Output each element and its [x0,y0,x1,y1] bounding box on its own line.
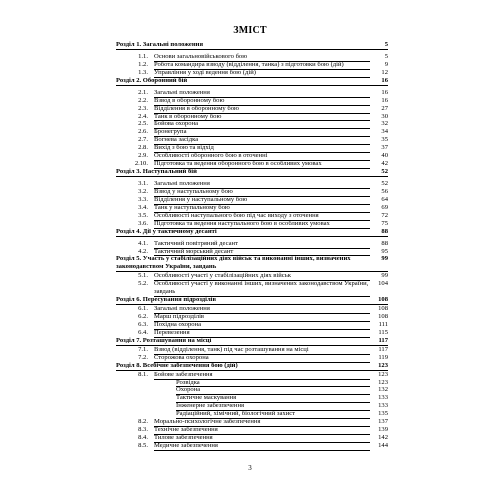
toc-entry [116,97,388,105]
toc-entry-title: Розділ 1. Загальні положення [116,41,204,48]
toc-entry-page: 144 [378,442,388,450]
toc-entry-title: Розділ 3. Наступальний бій [116,168,197,176]
toc-entry-number: 2.10. [134,160,148,168]
toc-entry-number: 8.5. [138,442,148,450]
toc-entry [116,379,388,387]
toc-entry-number: 2.8. [138,144,148,152]
toc-entry-number: 2.5. [138,120,148,128]
toc-entry-page: 34 [381,128,388,136]
toc-entry [116,442,388,450]
toc-entry [116,354,388,362]
toc-entry-number: 8.1. [138,370,148,378]
toc-entry-number: 8.3. [138,426,148,434]
toc-entry-number: 2.1. [138,88,148,96]
toc-entry [116,386,388,394]
toc-entry-page: 132 [378,386,388,394]
toc-entry-title: Охорона [176,386,370,395]
toc-entry-page: 88 [381,227,388,235]
toc-entry-page: 5 [384,41,388,48]
toc-entry-number: 2.3. [138,104,148,112]
toc-section-entry [116,296,388,305]
toc-entry-number: 1.1. [138,52,148,60]
toc-entry-title: Бойова охорона [154,120,370,129]
toc-entry-number: 3.2. [138,187,148,195]
toc-entry-title: Відділення у наступальному бою [154,196,370,205]
toc-entry-page: 95 [381,247,388,255]
toc-entry-page: 30 [381,112,388,120]
toc-entry-page: 139 [378,426,388,434]
toc-entry-title: Робота командира взводу (відділення, танка) з підготовки бою (дій) [154,61,370,70]
toc-entry-title: Бойове забезпечення [154,371,370,380]
toc-entry-page: 108 [378,313,388,321]
toc-entry [116,69,388,77]
toc-entry-page: 117 [378,336,388,344]
toc-entry-title: Технічне забезпечення [154,426,370,435]
toc-entry-page: 16 [381,88,388,96]
toc-entry-title: Розділ 2. Оборонний бій [116,76,188,84]
toc-entry-page: 40 [381,152,388,160]
toc-entry [116,105,388,113]
toc-entry [116,152,388,160]
toc-entry-page: 35 [381,136,388,144]
toc-entry-title: Розділ 4. Дії у тактичному десанті [116,227,217,235]
toc-entry [116,402,388,410]
page-title: ЗМІСТ [233,25,267,36]
toc-section-entry [116,228,388,237]
toc-entry-page: 16 [381,76,388,84]
toc-entry-number: 2.6. [138,128,148,136]
toc-entry [116,329,388,337]
toc-entry-title: Морально-психологічне забезпечення [154,418,370,427]
toc-entry-page: 27 [381,104,388,112]
toc-entry-title: Основи загальновійськового бою [154,53,370,62]
toc-entry-number: 6.2. [138,313,148,321]
toc-entry-title: Особливості участі у виконанні інших, визначених законодавством України, завдань [154,280,369,296]
toc-entry-page: 119 [378,353,388,361]
toc-entry [116,160,388,168]
toc-entry-page: 99 [381,272,388,280]
toc-entry-page: 75 [381,219,388,227]
toc-entry [116,136,388,144]
toc-section-entry [116,255,388,272]
toc-entry-number: 6.1. [138,305,148,313]
toc-entry-page: 56 [381,187,388,195]
toc-section-entry [116,41,388,50]
toc-entry-title: Радіаційний, хімічний, біологічний захист [176,410,370,419]
page-number: 3 [248,464,252,472]
toc-entry-page: 32 [381,120,388,128]
toc-entry-page: 133 [378,394,388,402]
toc-entry-page: 135 [378,410,388,418]
toc-entry-page: 108 [378,296,388,304]
toc-entry [116,113,388,121]
toc-entry-title: Розділ 8. Всебічне забезпечення бою (дій) [116,361,238,369]
toc-entry [116,426,388,434]
toc-entry-number: 1.3. [138,68,148,76]
toc-entry [116,305,388,313]
toc-entry-title: Похідна охорона [154,321,370,330]
toc-entry-page: 69 [381,203,388,211]
toc-entry [116,120,388,128]
toc-entry-title: Вихід з бою та відхід [154,144,370,153]
toc-section-entry [116,337,388,346]
toc-entry [116,346,388,354]
toc-entry [116,204,388,212]
toc-entry-title: Танк в оборонному бою [154,113,370,122]
toc-entry-title: Медичне забезпечення [154,442,370,451]
toc-entry-title: Тактичний повітряний десант [154,240,370,249]
toc-entry-number: 8.4. [138,434,148,442]
toc-entry-page: 12 [381,68,388,76]
toc-entry-title: Особливості оборонного бою в оточенні [154,152,370,161]
toc-entry-title: Тактичний морський десант [154,248,370,257]
toc-entry-title: Перевезення [154,329,370,338]
toc-entry-title: Взвод в оборонному бою [154,97,370,106]
toc-entry-page: 52 [381,168,388,176]
toc-entry-page: 123 [378,370,388,378]
toc-entry-number: 4.2. [138,247,148,255]
toc-entry-number: 8.2. [138,418,148,426]
toc-entry-number: 2.9. [138,152,148,160]
toc-entry [116,371,388,379]
toc-entry-page: 99 [381,255,388,263]
toc-entry [116,128,388,136]
toc-entry [116,144,388,152]
toc-entry-number: 6.3. [138,320,148,328]
toc-entry-title: Загальні положення [154,180,370,189]
toc-entry [116,212,388,220]
toc-entry [116,410,388,418]
toc-entry [116,418,388,426]
toc-entry-title: Інженерне забезпечення [176,402,370,411]
toc-entry-page: 88 [381,239,388,247]
toc-entry-number: 6.4. [138,328,148,336]
toc-entry-title: Підготовка та ведення оборонного бою в особливих умовах [154,160,370,169]
toc-entry [116,220,388,228]
toc-entry [116,394,388,402]
toc-entry [116,61,388,69]
toc-entry [116,240,388,248]
toc-entry-page: 108 [378,305,388,313]
toc-entry-title: Тактичне маскування [176,394,370,403]
toc-entry-page: 123 [378,361,388,369]
toc-entry-title: Сторожова охорона [154,354,370,363]
toc-entry-number: 1.2. [138,60,148,68]
toc-entry-page: 72 [381,211,388,219]
toc-entry [116,321,388,329]
toc-entry-page: 52 [381,180,388,187]
toc-entry-page: 142 [378,434,388,442]
toc-entry-number: 5.1. [138,272,148,280]
toc-entry-number: 3.5. [138,211,148,219]
toc-entry-number: 3.6. [138,219,148,227]
toc-entry-title: Розділ 5. Участь у стабілізаційних діях військ та виконанні інших, визначених законодавством України, завдань [116,255,351,271]
toc-entry-number: 4.1. [138,239,148,247]
toc-entry-title: Особливості участі у стабілізаційних діях військ [154,272,370,281]
toc-entry-title: Марш підрозділів [154,313,370,322]
toc-entry-page: 37 [381,144,388,152]
toc-entry-title: Розділ 7. Розташування на місці [116,336,212,344]
toc-entry [116,89,388,97]
toc-entry-title: Взвод (відділення, танк) під час розташування на місці [154,346,370,355]
toc-entry-page: 137 [378,418,388,426]
toc-entry-title: Вогнева засідка [154,136,370,145]
toc-entry-number: 5.2. [138,280,148,288]
toc-entry-title: Підготовка та ведення наступального бою в особливих умовах [154,220,370,229]
toc-entry-title: Особливості наступального бою під час виходу з оточення [154,212,370,221]
toc-entry [116,272,388,280]
toc-entry-title: Тилове забезпечення [154,434,370,443]
toc-entry [116,248,388,256]
toc-entry-number: 2.7. [138,136,148,144]
toc-section-entry [116,362,388,371]
toc-entry [116,53,388,61]
toc-entry-page: 123 [378,378,388,386]
toc-entry [116,280,388,296]
toc-entry-page: 5 [384,52,388,60]
toc-entry [116,434,388,442]
toc-entry-page: 9 [384,60,388,68]
toc-entry-title: Бронегрупа [154,128,370,137]
toc-entry-number: 2.2. [138,96,148,104]
toc-entry [116,196,388,204]
toc-entry-page: 117 [378,345,388,353]
toc-entry-number: 7.1. [138,345,148,353]
toc-entry [116,180,388,188]
toc-entry-page: 111 [378,320,388,328]
toc-entry-number: 3.4. [138,203,148,211]
toc-entry-page: 104 [378,280,388,288]
toc-entry-number: 2.4. [138,112,148,120]
toc-section-entry [116,77,388,86]
toc-entry-title: Загальні положення [154,305,370,314]
toc-entry-title: Танк у наступальному бою [154,204,370,213]
toc-entry-page: 42 [381,160,388,168]
toc-section-entry [116,168,388,177]
toc-entry-page: 133 [378,402,388,410]
toc-entry-title: Відділення в оборонному бою [154,105,370,114]
toc-entry-number: 3.1. [138,180,148,187]
toc-entry-title: Розвідка [176,379,370,388]
toc-entry-number: 3.3. [138,195,148,203]
toc-entry-title: Взвод у наступальному бою [154,188,370,197]
toc-entry-title: Загальні положення [154,89,370,98]
toc-entry-page: 64 [381,195,388,203]
toc-entry-page: 115 [378,328,388,336]
toc-entry [116,188,388,196]
toc-entry-page: 16 [381,96,388,104]
toc-entry-title: Управління у ході ведення бою (дій) [154,69,370,78]
toc-entry-title: Розділ 6. Пересування підрозділів [116,296,217,304]
toc-entry [116,313,388,321]
toc-entry-number: 7.2. [138,353,148,361]
table-of-contents [116,41,388,450]
